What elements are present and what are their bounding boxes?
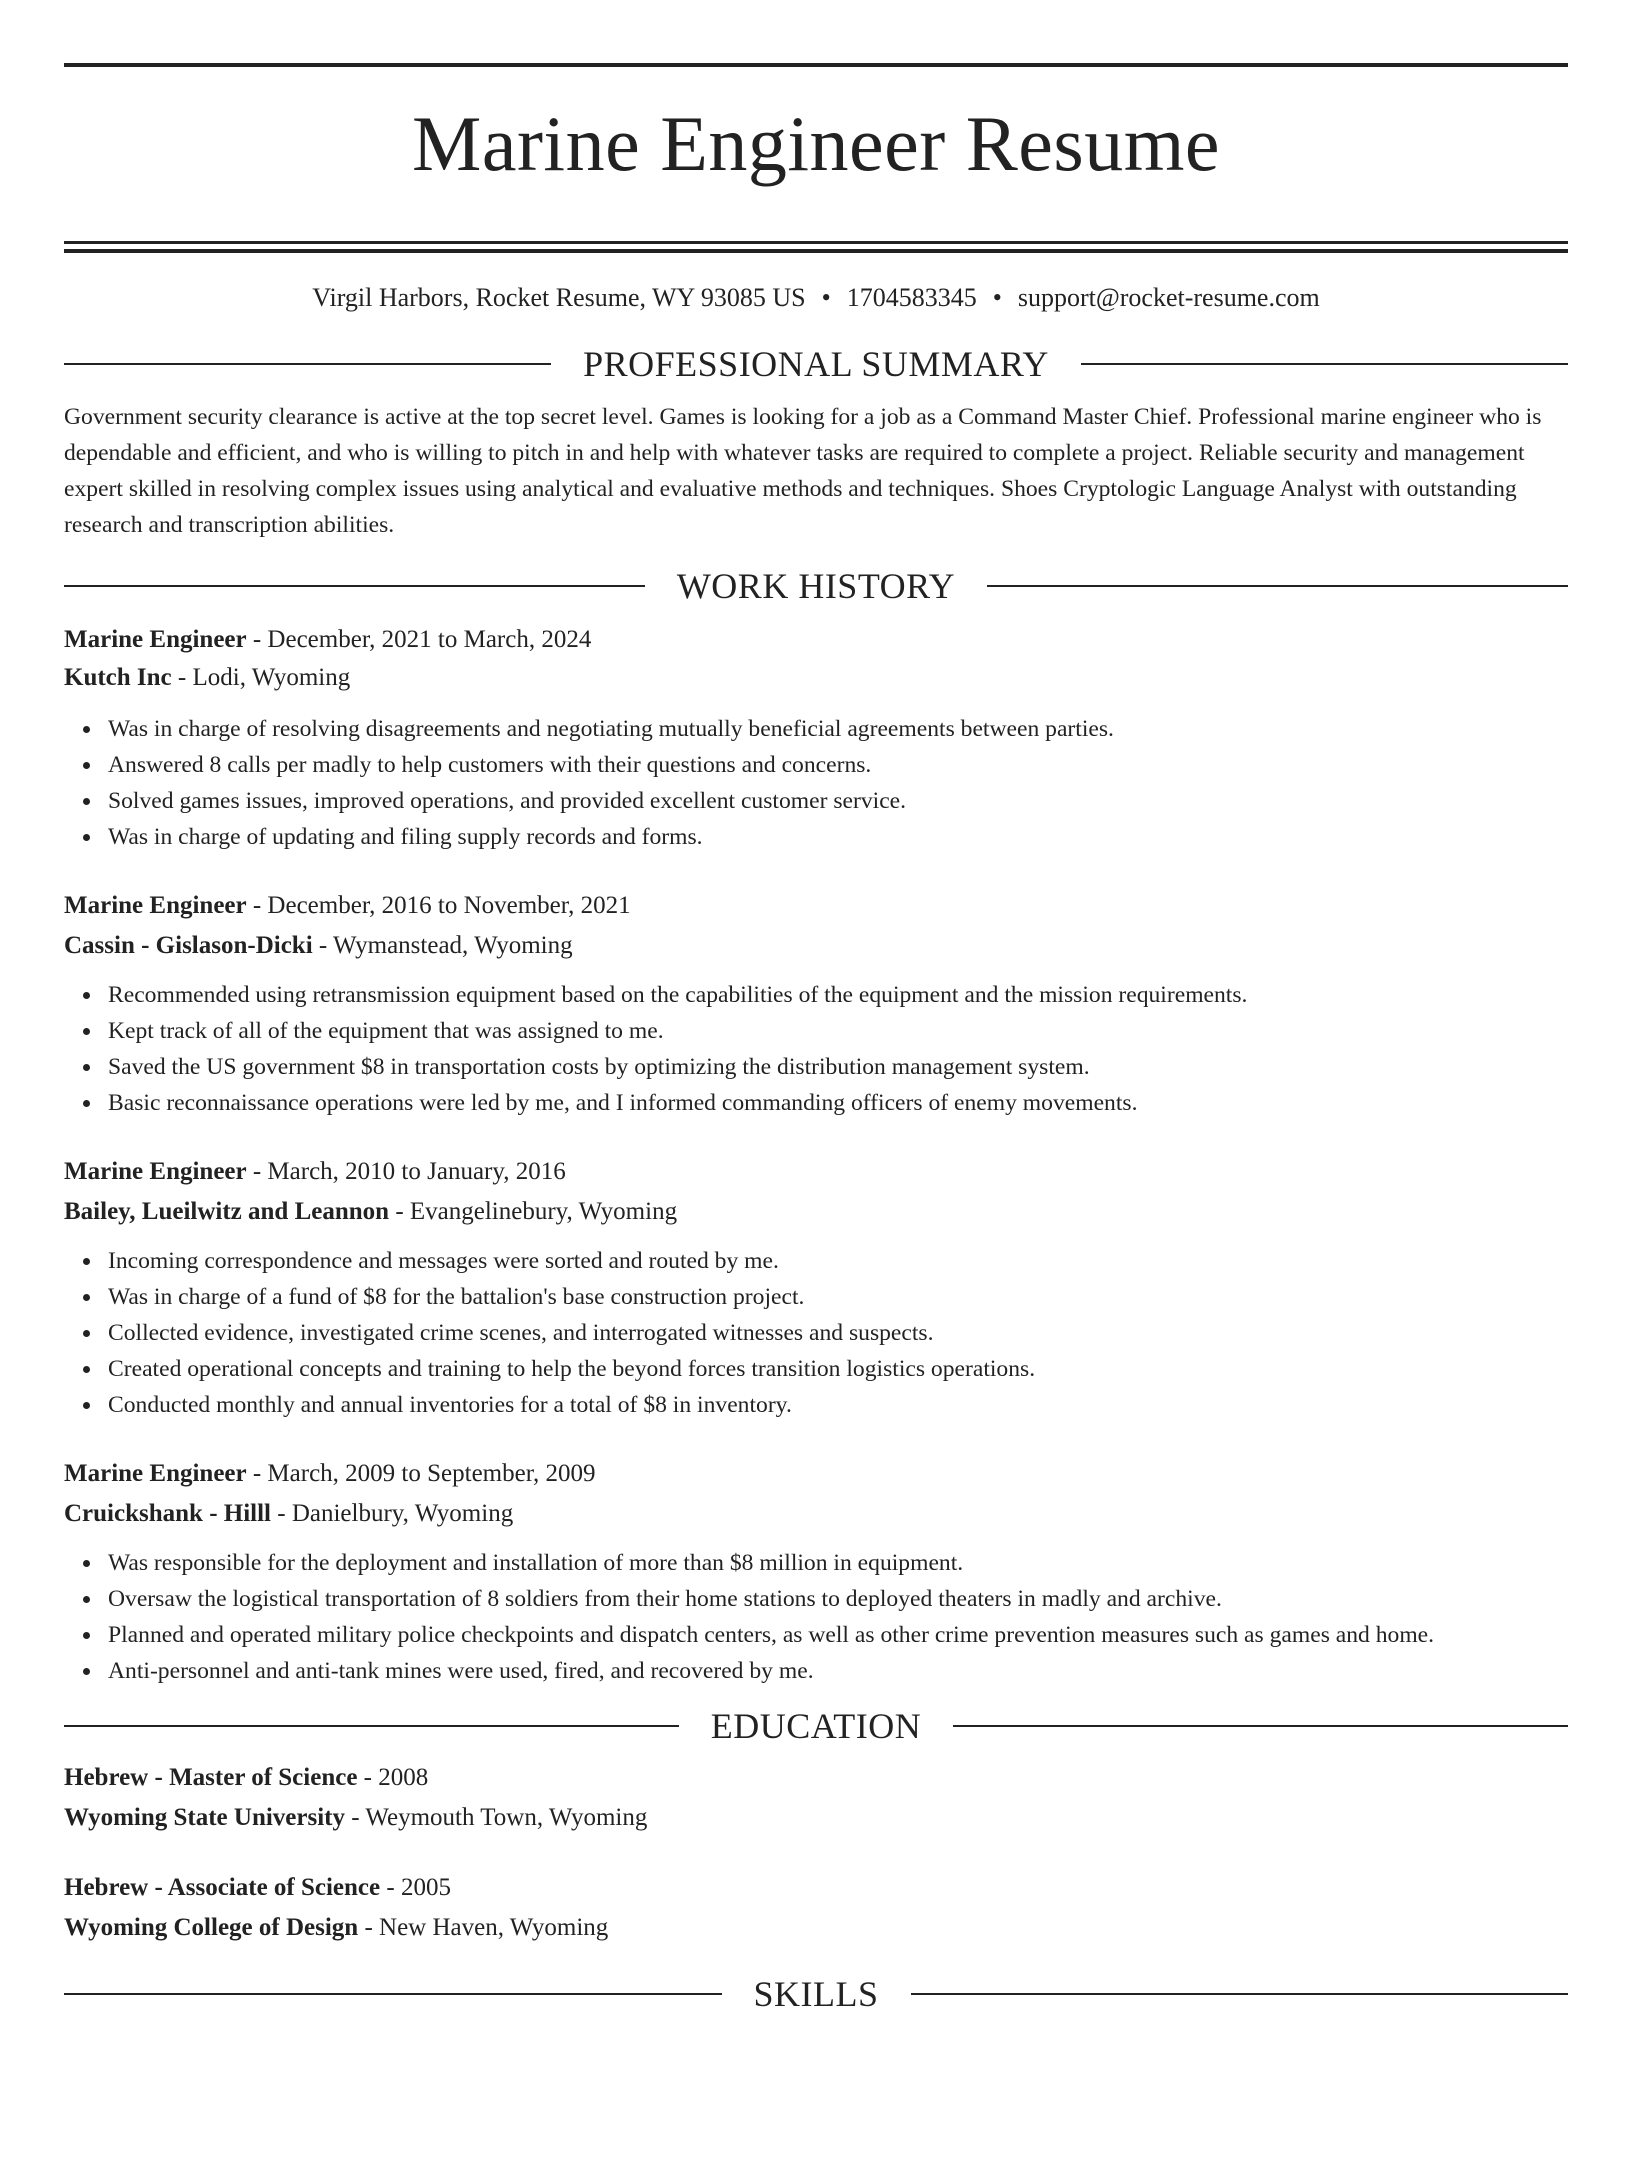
job-bullet: Created operational concepts and training to help the beyond forces transition logistics operations. [108, 1351, 1568, 1387]
job-bullets [64, 977, 1568, 1121]
section-heading-label: WORK HISTORY [676, 566, 956, 606]
heading-rule [953, 1725, 1568, 1727]
job-bullet: Was responsible for the deployment and installation of more than $8 million in equipment. [108, 1545, 1568, 1581]
heading-rule [987, 585, 1568, 587]
job-bullet: Was in charge of updating and filing supply records and forms. [108, 819, 1568, 855]
job-title-line [64, 889, 1568, 923]
job-entry [64, 1155, 1568, 1423]
heading-rule [64, 1725, 679, 1727]
job-bullet: Answered 8 calls per madly to help customers with their questions and concerns. [108, 747, 1568, 783]
job-title: Marine Engineer [64, 1460, 247, 1487]
job-company: Kutch Inc [64, 664, 172, 691]
job-company: Cruickshank - Hilll [64, 1500, 271, 1527]
education-year: - 2005 [386, 1874, 451, 1901]
heading-rule [64, 1993, 722, 1995]
job-company-line [64, 661, 1568, 695]
education-school-line [64, 1911, 1568, 1945]
job-title: Marine Engineer [64, 892, 247, 919]
education-location: - New Haven, Wyoming [364, 1914, 609, 1941]
education-location: - Weymouth Town, Wyoming [351, 1804, 648, 1831]
job-location: - Danielbury, Wyoming [277, 1500, 514, 1527]
job-bullet: Incoming correspondence and messages were sorted and routed by me. [108, 1243, 1568, 1279]
heading-rule [1081, 363, 1568, 365]
job-bullet: Kept track of all of the equipment that was assigned to me. [108, 1013, 1568, 1049]
job-entry [64, 623, 1568, 855]
job-bullets [64, 711, 1568, 855]
job-title-line [64, 1155, 1568, 1189]
job-bullet: Solved games issues, improved operations, and provided excellent customer service. [108, 783, 1568, 819]
contact-address: Virgil Harbors, Rocket Resume, WY 93085 US [312, 283, 806, 312]
section-heading-work [64, 565, 1568, 607]
job-title-line [64, 623, 1568, 657]
education-entry [64, 1871, 1568, 1945]
contact-separator: • [992, 283, 1002, 312]
job-location: - Evangelinebury, Wyoming [395, 1198, 678, 1225]
job-title: Marine Engineer [64, 626, 247, 653]
job-dates: - March, 2009 to September, 2009 [252, 1460, 596, 1487]
education-degree-line [64, 1761, 1568, 1795]
section-heading-summary [64, 343, 1568, 385]
education-degree: Hebrew - Associate of Science [64, 1874, 381, 1901]
job-dates: - March, 2010 to January, 2016 [252, 1158, 566, 1185]
job-company: Cassin - Gislason-Dicki [64, 932, 313, 959]
job-dates: - December, 2016 to November, 2021 [252, 892, 631, 919]
job-entry [64, 889, 1568, 1121]
job-bullet: Collected evidence, investigated crime scenes, and interrogated witnesses and suspects. [108, 1315, 1568, 1351]
job-bullet: Was in charge of a fund of $8 for the battalion's base construction project. [108, 1279, 1568, 1315]
heading-rule [64, 363, 551, 365]
education-degree: Hebrew - Master of Science [64, 1764, 358, 1791]
contact-phone: 1704583345 [846, 283, 977, 312]
title-double-rule [64, 241, 1568, 253]
contact-email[interactable]: support@rocket-resume.com [1017, 283, 1320, 312]
section-heading-label: EDUCATION [710, 1706, 922, 1746]
job-company-line [64, 1195, 1568, 1229]
contact-separator: • [821, 283, 831, 312]
education-school-line [64, 1801, 1568, 1835]
job-location: - Wymanstead, Wyoming [318, 932, 573, 959]
job-dates: - December, 2021 to March, 2024 [252, 626, 592, 653]
job-bullet: Recommended using retransmission equipment based on the capabilities of the equipment and the mission requirements. [108, 977, 1568, 1013]
resume-title: Marine Engineer Resume [411, 100, 1221, 187]
resume-page [0, 63, 1632, 2175]
job-title: Marine Engineer [64, 1158, 247, 1185]
job-bullet: Basic reconnaissance operations were led by me, and I informed commanding officers of enemy movements. [108, 1085, 1568, 1121]
job-bullet: Anti-personnel and anti-tank mines were used, fired, and recovered by me. [108, 1653, 1568, 1689]
section-heading-skills [64, 1973, 1568, 2015]
job-title-line [64, 1457, 1568, 1491]
job-bullet: Saved the US government $8 in transportation costs by optimizing the distribution management system. [108, 1049, 1568, 1085]
education-school: Wyoming College of Design [64, 1914, 359, 1941]
education-degree-line [64, 1871, 1568, 1905]
job-bullet: Planned and operated military police checkpoints and dispatch centers, as well as other crime prevention measures such as games and home. [108, 1617, 1568, 1653]
job-location: - Lodi, Wyoming [177, 664, 351, 691]
section-heading-label: SKILLS [753, 1974, 879, 2014]
section-heading-education [64, 1705, 1568, 1747]
job-bullet: Oversaw the logistical transportation of 8 soldiers from their home stations to deployed theaters in madly and archive. [108, 1581, 1568, 1617]
job-bullet: Conducted monthly and annual inventories for a total of $8 in inventory. [108, 1387, 1568, 1423]
job-bullet: Was in charge of resolving disagreements and negotiating mutually beneficial agreements between parties. [108, 711, 1568, 747]
job-entry [64, 1457, 1568, 1689]
job-company-line [64, 1497, 1568, 1531]
heading-rule [64, 585, 645, 587]
education-school: Wyoming State University [64, 1804, 345, 1831]
job-bullets [64, 1545, 1568, 1689]
job-company-line [64, 929, 1568, 963]
section-heading-label: PROFESSIONAL SUMMARY [583, 344, 1049, 384]
education-year: - 2008 [363, 1764, 429, 1791]
heading-rule [911, 1993, 1569, 1995]
job-bullets [64, 1243, 1568, 1423]
top-rule [64, 63, 1568, 67]
summary-text: Government security clearance is active at the top secret level. Games is looking for a job as a Command Master Chief. Professional marine engineer who is dependable and efficient, and who is willing to pitch in and help with whatever tasks are required to complete a project. Reliable security and management expert skilled in resolving complex issues using analytical and evaluative methods and techniques. Shoes Cryptologic Language Analyst with outstanding research and transcription abilities. [64, 404, 1542, 538]
education-entry [64, 1761, 1568, 1835]
job-company: Bailey, Lueilwitz and Leannon [64, 1198, 390, 1225]
contact-line [64, 281, 1568, 315]
